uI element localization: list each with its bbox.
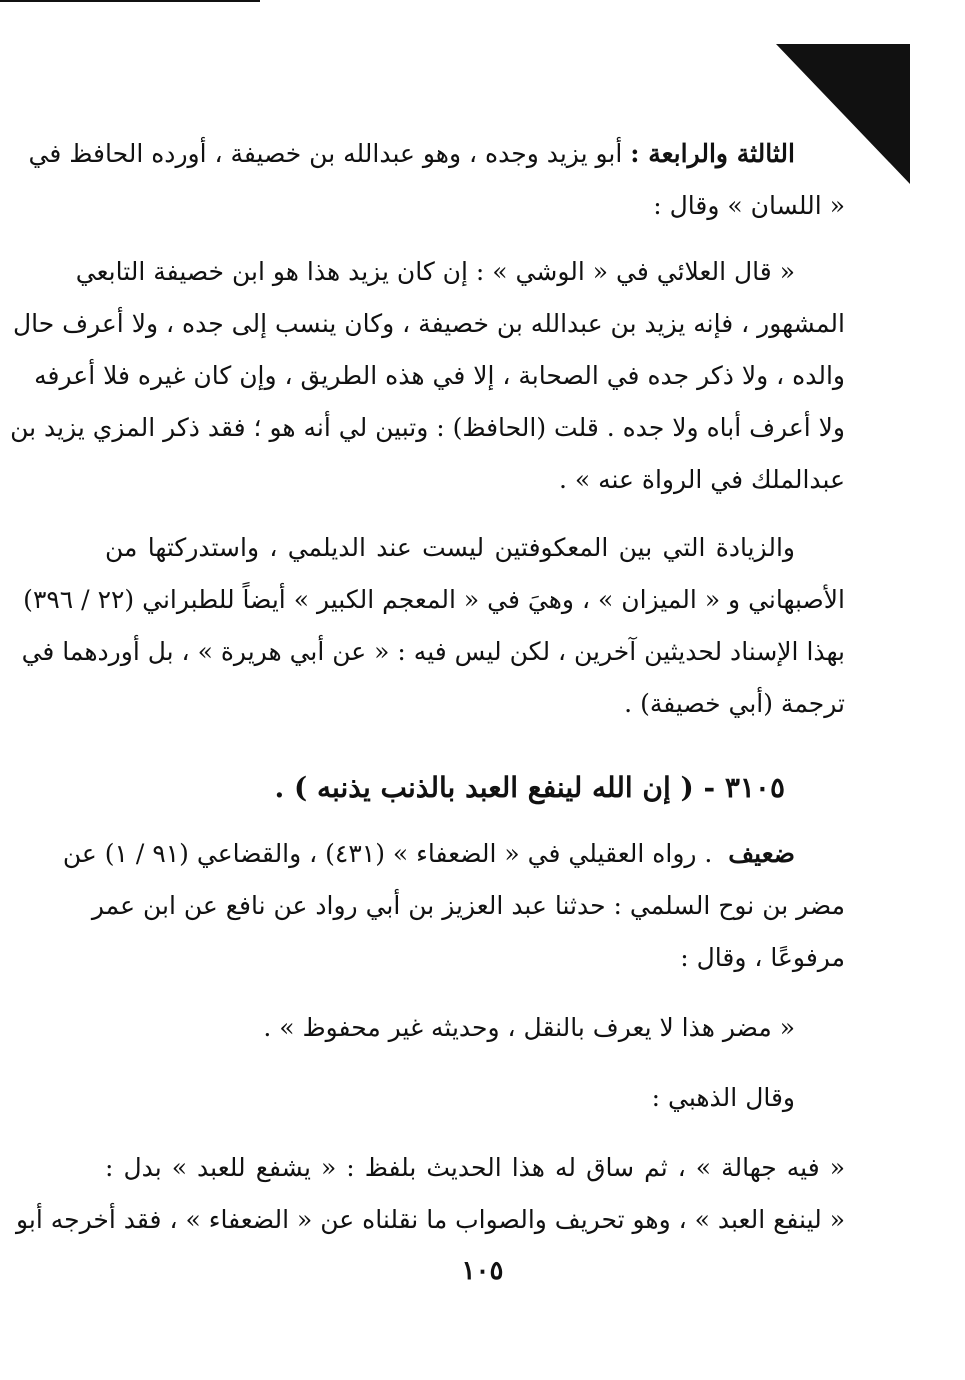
paragraph-2-quote [10,246,845,506]
paragraph-4-line-1 [62,828,845,880]
paragraph-2-line-3: والده ، ولا ذكر جده في الصحابة ، إلا في هذه الطريق ، وإن كان غيره فلا أعرفه [34,361,845,390]
paragraph-4-line-2: مضر بن نوح السلمي : حدثنا عبد العزيز بن أبي رواد عن نافع عن ابن عمر [91,891,845,920]
paragraph-1 [28,128,845,232]
paragraph-3-line-4: ترجمة (أبي خصيفة) . [624,689,845,718]
paragraph-6-line-1: وقال الذهبي : [651,1083,795,1112]
grading-label: ضعيف [728,839,795,868]
paragraph-2-line-4: ولا أعرف أباه ولا جده . قلت (الحافظ) : وتبين لي أنه هو ؛ فقد ذكر المزي يزيد بن [10,413,845,442]
paragraph-7-line-2: « لينفع العبد » ، وهو تحريف والصواب ما نقلناه عن « الضعفاء » ، فقد أخرجه أبو [16,1205,845,1234]
paragraph-2-line-1: « قال العلائي في « الوشي » : إن كان يزيد هذا هو ابن خصيفة التابعي [75,257,795,286]
paragraph-7-quote [16,1142,845,1246]
top-border-line [0,0,260,2]
paragraph-3-line-1: والزيادة التي بين المعكوفتين ليست عند الديلمي ، واستدركتها من [105,533,795,562]
paragraph-3-line-2: الأصبهاني و « الميزان » ، وهيَ في « المعجم الكبير » أيضاً للطبراني (٢٢ / ٣٩٦) [23,585,845,614]
paragraph-4-line-3: مرفوعًا ، وقال : [680,943,845,972]
paragraph-7-line-1: « فيه جهالة » ، ثم ساق له هذا الحديث بلفظ : « يشفع للعبد » بدل : [105,1153,845,1182]
paragraph-3-line-3: بهذا الإسناد لحديثين آخرين ، لكن ليس فيه : « عن أبي هريرة » ، بل أوردهما في [21,637,845,666]
paragraph-1-lead: الثالثة والرابعة : [630,139,795,168]
paragraph-6 [105,1072,845,1124]
paragraph-4-text: . رواه العقيلي في « الضعفاء » (٤٣١) ، والقضاعي (٩١ / ١) عن [62,839,713,868]
paragraph-3 [21,522,845,730]
paragraph-2-line-5: عبدالملك في الرواة عنه » . [558,465,845,494]
paragraph-4 [62,828,845,984]
page-body [10,128,845,1246]
paragraph-1-line-1 [28,128,845,180]
paragraph-1-text: أبو يزيد وجده ، وهو عبدالله بن خصيفة ، أورده الحافظ في [28,139,623,168]
page-number: ١٠٥ [461,1256,504,1286]
paragraph-2-line-2: المشهور ، فإنه يزيد بن عبدالله بن خصيفة ، وكان ينسب إلى جده ، ولا أعرف حال [13,309,845,338]
hadith-heading-3105: ٣١٠٥ - ( إن الله لينفع العبد بالذنب يذنبه ) . [274,771,785,804]
paragraph-5-line-1: « مضر هذا لا يعرف بالنقل ، وحديثه غير محفوظ » . [263,1013,795,1042]
paragraph-1-line-2: « اللسان » وقال : [653,191,845,220]
paragraph-5-quote [105,1002,845,1054]
